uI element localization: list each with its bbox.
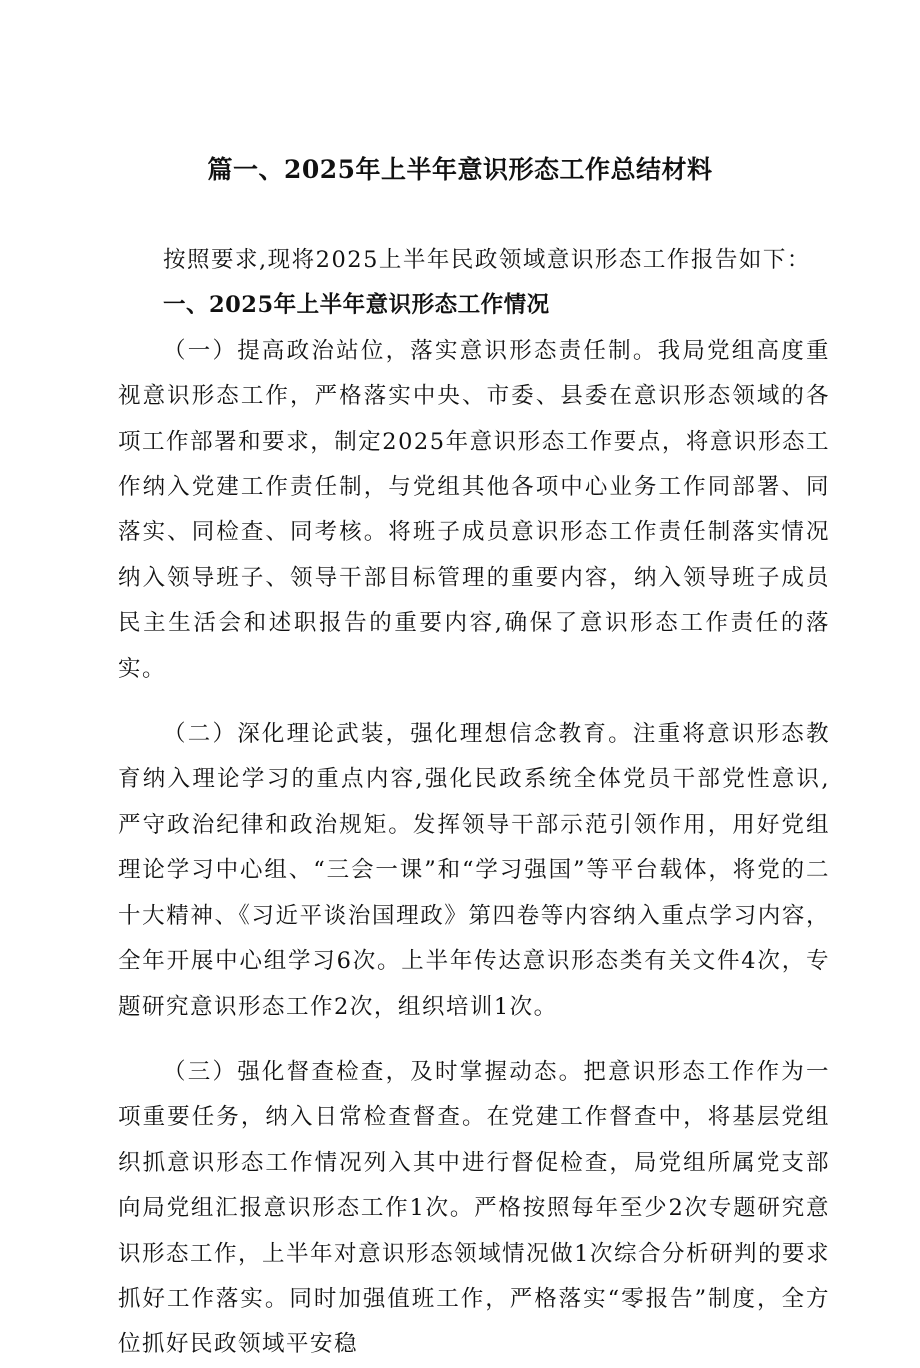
intro-paragraph: 按照要求,现将2025上半年民政领域意识形态工作报告如下： [163,247,811,273]
body-paragraph-1: （一）提高政治站位，落实意识形态责任制。我局党组高度重视意识形态工作，严格落实中央、市委、县委在意识形态领域的各项工作部署和要求，制定2025年意识形态工作要点，将意识形态工作纳入党建工作责任制，与党组其他各项中心业务工作同部署、同落实、同检查、同考核。将班子成员意识形态工作责任制落实情况纳入领导班子、领导干部目标管理的重要内容，纳入领导班子成员民主生活会和述职报告的重要内容,确保了意识形态工作责任的落实。 [118,337,830,682]
document-title: 篇一、2025年上半年意识形态工作总结材料 [207,155,713,184]
document-body [118,238,830,1368]
body-paragraph-2: （二）深化理论武装，强化理想信念教育。注重将意识形态教育纳入理论学习的重点内容,强化民政系统全体党员干部党性意识,严守政治纪律和政治规矩。发挥领导干部示范引领作用，用好党组理论学习中心组、“三会一课”和“学习强国”等平台载体，将党的二十大精神、《习近平谈治国理政》第四卷等内容纳入重点学习内容，全年开展中心组学习6次。上半年传达意识形态类有关文件4次，专题研究意识形态工作2次，组织培训1次。 [118,721,830,1020]
section-heading: 一、2025年上半年意识形态工作情况 [163,292,550,319]
body-paragraph-3: （三）强化督查检查，及时掌握动态。把意识形态工作作为一项重要任务，纳入日常检查督查。在党建工作督查中，将基层党组织抓意识形态工作情况列入其中进行督促检查，局党组所属党支部向局党组汇报意识形态工作1次。严格按照每年至少2次专题研究意识形态工作，上半年对意识形态领域情况做1次综合分析研判的要求抓好工作落实。同时加强值班工作，严格落实“零报告”制度，全方位抓好民政领域平安稳 [118,1058,830,1358]
paragraph-gap [118,1030,830,1050]
paragraph-gap [118,692,830,712]
